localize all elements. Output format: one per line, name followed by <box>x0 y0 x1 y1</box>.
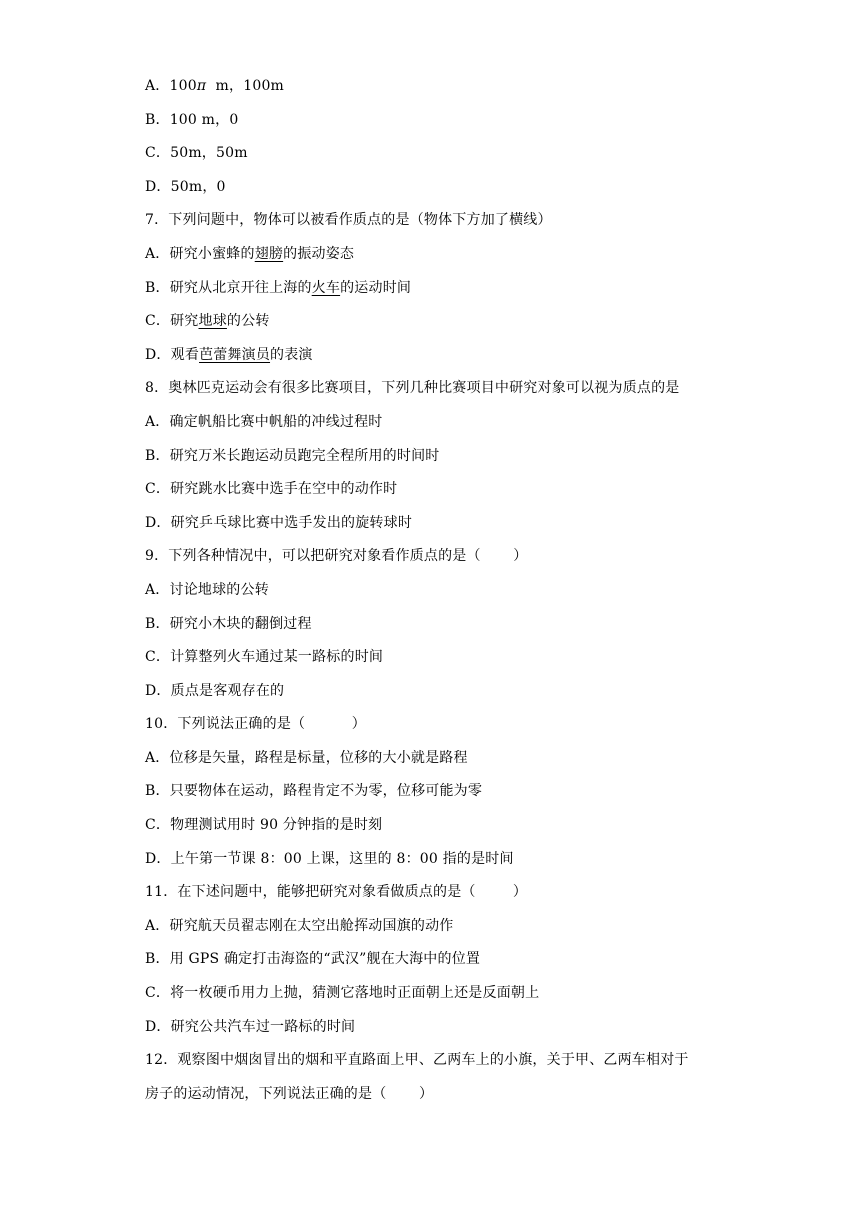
q11-option-d: D．研究公共汽车过一路标的时间 <box>145 1018 356 1035</box>
q7-option-d-suffix: 的表演 <box>270 346 313 363</box>
q6-option-a-suffix: m，100m <box>206 78 285 94</box>
q7-option-a-prefix: A．研究小蜜蜂的 <box>145 245 255 262</box>
q11-option-b: B．用 GPS 确定打击海盗的“武汉”舰在大海中的位置 <box>145 951 481 968</box>
q9-option-a: A．讨论地球的公转 <box>145 581 269 598</box>
q7-option-b-underlined: 火车 <box>311 279 341 296</box>
q7-option-a-underlined: 翅膀 <box>254 245 284 262</box>
q9-option-d: D．质点是客观存在的 <box>145 682 285 699</box>
q7-option-b <box>145 272 725 306</box>
q8-option-c: C．研究跳水比赛中选手在空中的动作时 <box>145 481 398 498</box>
q11-option-c: C．将一枚硬币用力上抛，猜测它落地时正面朝上还是反面朝上 <box>145 985 540 1002</box>
q8-stem: 8．奥林匹克运动会有很多比赛项目，下列几种比赛项目中研究对象可以视为质点的是 <box>145 380 680 397</box>
q9-option-c: C．计算整列火车通过某一路标的时间 <box>145 649 384 666</box>
q10-option-b: B．只要物体在运动，路程肯定不为零，位移可能为零 <box>145 783 483 800</box>
q6-option-a-prefix: A．100 <box>145 78 197 94</box>
q8-option-d: D．研究乒乓球比赛中选手发出的旋转球时 <box>145 514 413 531</box>
q7-option-c <box>145 305 725 339</box>
q8-option-a: A．确定帆船比赛中帆船的冲线过程时 <box>145 413 383 430</box>
q6-option-d: D．50m，0 <box>145 178 226 195</box>
q6-option-a <box>145 70 725 104</box>
q11-stem: 11．在下述问题中，能够把研究对象看做质点的是（ ） <box>145 884 528 901</box>
q7-option-a <box>145 238 725 272</box>
q12-stem-line1: 12．观察图中烟囱冒出的烟和平直路面上甲、乙两车上的小旗，关于甲、乙两车相对于 <box>145 1052 689 1069</box>
q10-option-c: C．物理测试用时 90 分钟指的是时刻 <box>145 817 383 834</box>
q7-option-b-suffix: 的运动时间 <box>340 279 412 296</box>
q7-option-c-suffix: 的公转 <box>226 313 270 330</box>
q9-stem: 9．下列各种情况中，可以把研究对象看作质点的是（ ） <box>145 548 528 565</box>
q7-option-b-prefix: B．研究从北京开往上海的 <box>145 279 312 296</box>
q7-option-d <box>145 339 725 373</box>
q6-option-c: C．50m，50m <box>145 145 248 162</box>
q10-stem: 10．下列说法正确的是（ ） <box>145 716 366 733</box>
q10-option-d: D．上午第一节课 8：00 上课，这里的 8：00 指的是时间 <box>145 850 514 867</box>
pi-symbol: π <box>196 78 207 94</box>
question-list <box>145 70 725 1111</box>
q7-option-c-underlined: 地球 <box>198 313 227 330</box>
q9-option-b: B．研究小木块的翻倒过程 <box>145 615 312 632</box>
q7-stem: 7．下列问题中，物体可以被看作质点的是（物体下方加了横线） <box>145 212 552 229</box>
q8-option-b: B．研究万米长跑运动员跑完全程所用的时间时 <box>145 447 440 464</box>
q10-option-a: A．位移是矢量，路程是标量，位移的大小就是路程 <box>145 749 468 766</box>
q6-option-b: B．100 m，0 <box>145 111 239 128</box>
q11-option-a: A．研究航天员翟志刚在太空出舱挥动国旗的动作 <box>145 917 454 934</box>
q12-stem-line2: 房子的运动情况，下列说法正确的是（ ） <box>145 1085 434 1102</box>
q7-option-d-underlined: 芭蕾舞演员 <box>199 346 271 363</box>
q7-option-c-prefix: C．研究 <box>145 313 199 330</box>
q7-option-a-suffix: 的振动姿态 <box>283 245 355 262</box>
q7-option-d-prefix: D．观看 <box>145 346 200 363</box>
